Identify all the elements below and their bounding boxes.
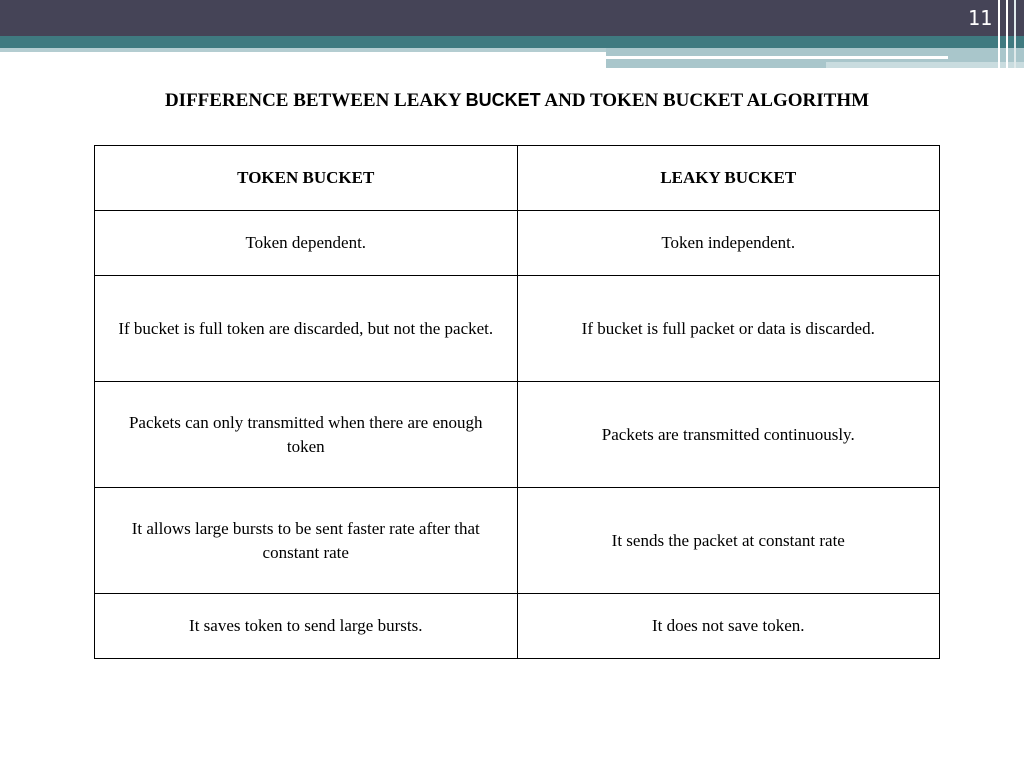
header-vertical-line <box>998 0 1000 68</box>
title-part-2: BUCKET <box>465 90 541 110</box>
table-cell: Token independent. <box>517 211 940 276</box>
comparison-table <box>94 145 940 659</box>
title-part-3: AND TOKEN BUCKET ALGORITHM <box>540 90 870 111</box>
header-band-teal <box>0 36 1024 48</box>
header-band-dark <box>0 0 1024 36</box>
table-cell: It does not save token. <box>517 594 940 659</box>
table-row <box>95 488 940 594</box>
table-cell: Packets are transmitted continuously. <box>517 382 940 488</box>
table-row <box>95 594 940 659</box>
slide-title <box>0 90 1024 112</box>
table-row <box>95 211 940 276</box>
table-header-row <box>95 146 940 211</box>
table-cell: If bucket is full packet or data is discarded. <box>517 276 940 382</box>
slide-number: 11 <box>967 6 992 30</box>
header-token-bucket: TOKEN BUCKET <box>95 146 518 211</box>
table-row <box>95 276 940 382</box>
table-cell: Token dependent. <box>95 211 518 276</box>
header-vertical-line <box>1014 0 1016 68</box>
header-band-light-left <box>0 48 606 52</box>
table-cell: If bucket is full token are discarded, but not the packet. <box>95 276 518 382</box>
title-part-1: DIFFERENCE BETWEEN LEAKY <box>164 90 466 111</box>
header-white-line <box>606 56 948 59</box>
header-band-lighter <box>826 62 1024 68</box>
table-cell: It saves token to send large bursts. <box>95 594 518 659</box>
table-cell: Packets can only transmitted when there are enough token <box>95 382 518 488</box>
table-row <box>95 382 940 488</box>
table-cell: It sends the packet at constant rate <box>517 488 940 594</box>
header-leaky-bucket: LEAKY BUCKET <box>517 146 940 211</box>
table-cell: It allows large bursts to be sent faster rate after that constant rate <box>95 488 518 594</box>
header-vertical-line <box>1006 0 1008 68</box>
